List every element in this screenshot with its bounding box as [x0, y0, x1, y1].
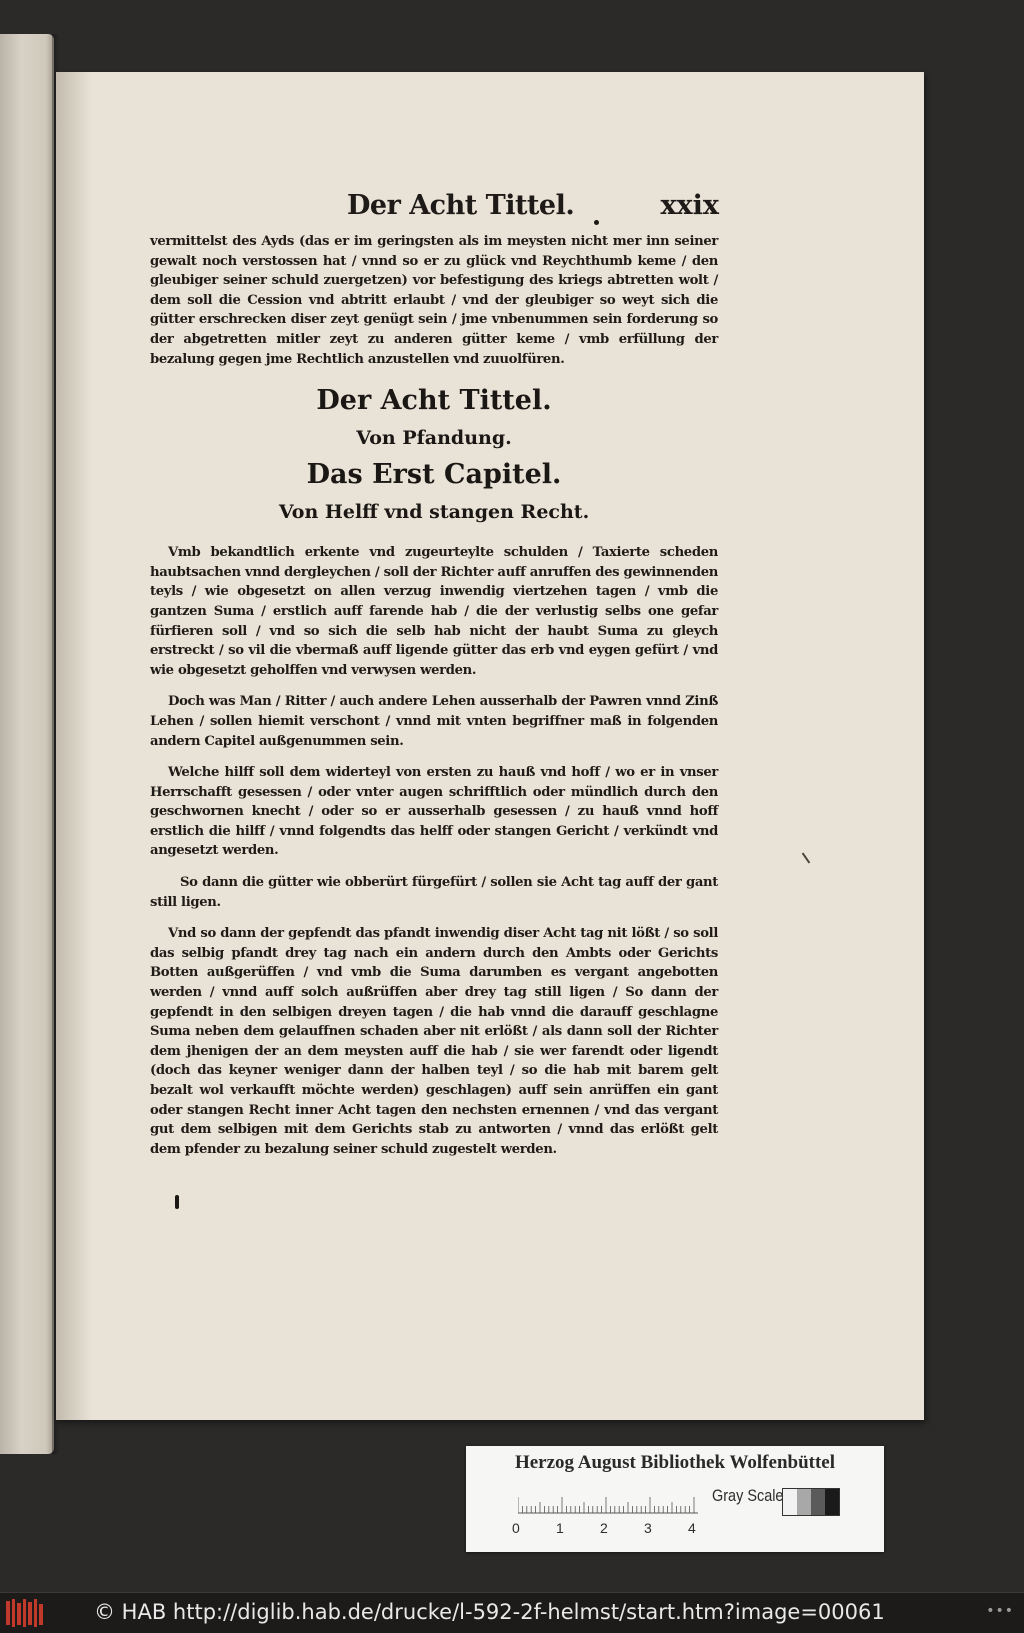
gray-swatch	[825, 1489, 839, 1515]
section-title: Der Acht Tittel.	[316, 385, 552, 417]
section-subtitle: Von Pfandung.	[356, 427, 512, 450]
gray-scale-label: Gray Scale	[712, 1486, 784, 1505]
paragraph: Vnd so dann der gepfendt das pfandt inwendig diser Acht tag nit lößt / so soll das selbig pfandt drey tag nach ein andern durch den Ambts oder Gerichts Botten außgerüffen / vnd vmb die Suma darumben es vergant angebotten werden / vnnd auff solch außrüffen aber drey tag still ligen / So dann der gepfendt in den selbigen dreyen tagen / die hab vnnd die darauff geschlagne Suma neben dem gelauffnen schaden aber nit erlößt / als dann soll der Richter dem jhenigen der an dem meysten auff die hab / sie wer farendt oder ligendt (doch das keyner weniger dann der halben teyl / so die hab mit barem gelt bezalt wol verkaufft möchte werden) geschlagen) auff sein anrüffen ein gant oder stangen Recht inner Acht tagen den nechsten ernennen / vnd das vergant gut dem selbigen mit dem Gerichts stab zu antworten / vnnd das erlößt gelt dem pfender zu bezalung seiner schuld zugestelt werden.	[150, 926, 718, 1157]
paragraph-continuation: vermittelst des Ayds (das er im geringsten als im meysten nicht mer inn seiner gewalt noch verstossen hat / vnnd so er zu glück vnd Reychthumb keme / den gleubiger seiner schuld zuergetzen) vor befestigung des kriegs abtretten wolt / dem soll die Cession vnd abtritt erlaubt / vnd der gleubiger so weyt sich die gütter erschrecken diser zeyt genügt sein / jme vnbenummen sein forderung so der abgetretten mitler zeyt zu anderen gütter keme / vmb erfüllung der bezalung gegen jme Rechtlich anzustellen vnd zuuolfüren.	[150, 234, 718, 367]
book-page	[56, 72, 924, 1420]
hab-logo-icon	[6, 1599, 46, 1627]
ruler-icon	[518, 1486, 698, 1514]
ruler-number: 4	[688, 1520, 696, 1536]
gray-swatch	[797, 1489, 811, 1515]
ruler-number: 0	[512, 1520, 520, 1536]
text-block	[150, 232, 718, 1159]
gray-swatch	[811, 1489, 825, 1515]
paragraph: So dann die gütter wie obberürt fürgefürt / sollen sie Acht tag auff der gant still ligen.	[150, 875, 718, 910]
chapter-subtitle: Von Helff vnd stangen Recht.	[278, 501, 590, 524]
ink-mark	[175, 1195, 179, 1209]
ruler-number: 1	[556, 1520, 564, 1536]
paragraph: Vmb bekandtlich erkente vnd zugeurteylte schulden / Taxierte scheden haubtsachen vnnd dergleychen / soll der Richter auff anruffen des gewinnenden teyls / wie obgesetzt on allen verzug inwendig viertzehen tagen / vmb die gantzen Suma / erstlich auff farende hab / die der verlustig selbs one gefar fürfieren soll / vnd so sich die selb hab nicht der haubt Suma zu gleych erstreckt / so vil die vbermaß auff ligende gütter das erb vnd eygen gefürt / vnd wie obgesetzt geholffen vnd verwysen werden.	[150, 545, 718, 678]
source-link[interactable]: © HAB http://diglib.hab.de/drucke/l-592-2f-helmst/start.htm?image=00061	[94, 1600, 885, 1624]
paragraph: Welche hilff soll dem widerteyl von ersten zu hauß vnd hoff / wo er in vnser Herrschafft gesessen / oder vnter augen schrifftlich oder mündlich durch den geschwornen knecht / oder so er ausserhalb gesessen / zu hauß vnnd hoff erstlich die hilff / vnnd folgendts das helff oder stangen Gericht / verkündt vnd angesetzt werden.	[150, 765, 718, 859]
footer-bar	[0, 1592, 1024, 1633]
more-options-icon[interactable]: •••	[986, 1603, 1014, 1619]
color-scale-target	[466, 1446, 884, 1552]
ink-dot	[594, 220, 599, 225]
folio-number: xxix	[660, 190, 719, 221]
left-page-edge	[0, 34, 54, 1454]
ruler-number: 2	[600, 1520, 608, 1536]
ruler-numbers	[512, 1520, 712, 1540]
chapter-title: Das Erst Capitel.	[306, 459, 562, 491]
running-head-title: Der Acht Tittel.	[347, 190, 575, 221]
running-head	[279, 190, 719, 230]
paragraph: Doch was Man / Ritter / auch andere Lehen ausserhalb der Pawren vnnd Zinß Lehen / sollen hiemit verschont / vnnd mit vnten begriffner maß in folgenden andern Capitel außgenummen sein.	[150, 694, 718, 749]
target-title: Herzog August Bibliothek Wolfenbüttel	[514, 1452, 836, 1473]
gray-scale-swatches	[782, 1488, 840, 1516]
gray-swatch	[783, 1489, 797, 1515]
ruler-number: 3	[644, 1520, 652, 1536]
